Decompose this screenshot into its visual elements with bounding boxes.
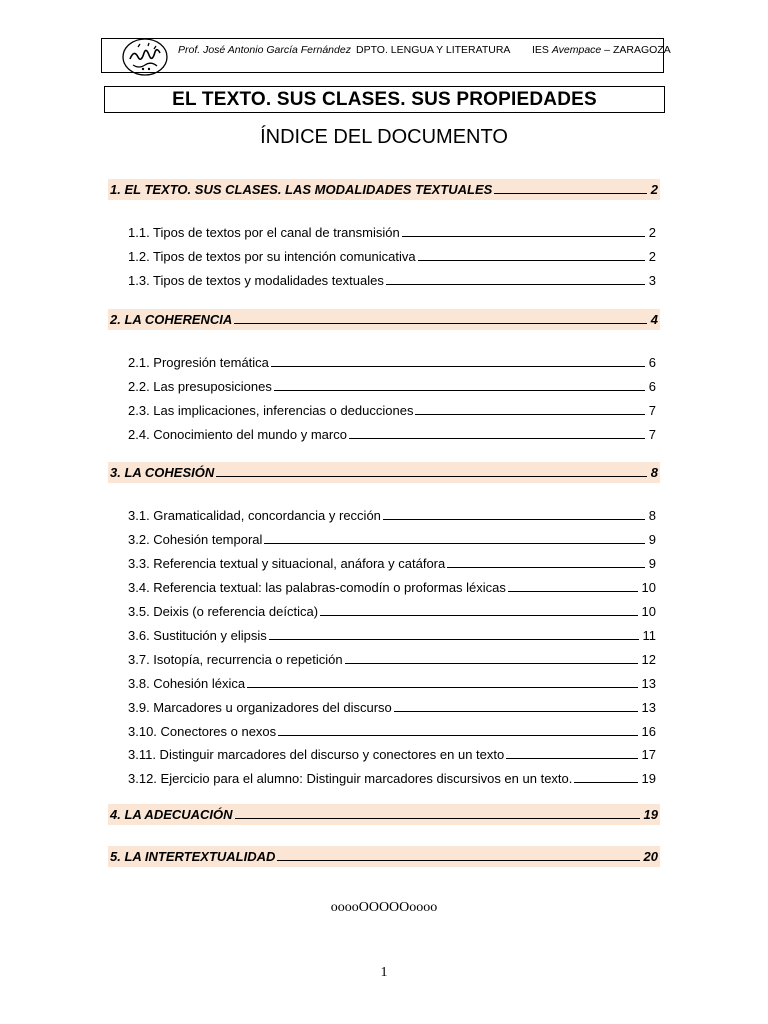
toc-entry-3-11[interactable]	[126, 740, 658, 762]
header-department: DPTO. LENGUA Y LITERATURA	[356, 44, 511, 56]
toc-entry-3-10[interactable]	[126, 717, 658, 739]
toc-leader	[508, 590, 638, 592]
toc-section-4[interactable]	[108, 804, 660, 825]
toc-label: 3.6. Sustitución y elipsis	[128, 628, 267, 643]
toc-page: 19	[643, 807, 658, 822]
toc-page: 3	[648, 273, 656, 288]
toc-leader	[506, 757, 637, 759]
toc-leader	[402, 235, 645, 237]
toc-label: 3.11. Distinguir marcadores del discurso y conectores en un texto	[128, 747, 505, 762]
toc-entry-2-4[interactable]	[126, 420, 658, 442]
toc-leader	[264, 542, 644, 544]
toc-leader	[278, 734, 637, 736]
toc-leader	[320, 614, 638, 616]
toc-entry-3-12[interactable]	[126, 764, 658, 786]
toc-page: 9	[648, 532, 656, 547]
toc-leader	[247, 686, 637, 688]
toc-leader	[386, 283, 645, 285]
toc-entry-3-8[interactable]	[126, 669, 658, 691]
toc-leader	[216, 475, 647, 477]
toc-label: 3. LA COHESIÓN	[110, 465, 215, 480]
toc-page: 13	[641, 676, 656, 691]
toc-leader	[415, 413, 644, 415]
index-title: ÍNDICE DEL DOCUMENTO	[260, 126, 508, 148]
toc-label: 3.10. Conectores o nexos	[128, 724, 277, 739]
toc-entry-3-9[interactable]	[126, 693, 658, 715]
toc-label: 2. LA COHERENCIA	[110, 312, 233, 327]
header-school-prefix: IES	[532, 44, 552, 56]
toc-section-5[interactable]	[108, 846, 660, 867]
toc-label: 2.1. Progresión temática	[128, 355, 269, 370]
toc-leader	[271, 365, 645, 367]
toc-label: 3.4. Referencia textual: las palabras-comodín o proformas léxicas	[128, 580, 506, 595]
toc-entry-2-1[interactable]	[126, 348, 658, 370]
toc-label: 3.8. Cohesión léxica	[128, 676, 246, 691]
header-school	[532, 44, 671, 56]
toc-entry-2-3[interactable]	[126, 396, 658, 418]
toc-page: 12	[641, 652, 656, 667]
toc-leader	[383, 518, 645, 520]
toc-leader	[274, 389, 645, 391]
toc-entry-3-3[interactable]	[126, 549, 658, 571]
toc-page: 7	[648, 427, 656, 442]
toc-entry-3-2[interactable]	[126, 525, 658, 547]
toc-entry-1-1[interactable]	[126, 218, 658, 240]
toc-page: 2	[648, 249, 656, 264]
toc-entry-2-2[interactable]	[126, 372, 658, 394]
toc-page: 6	[648, 355, 656, 370]
toc-entry-3-5[interactable]	[126, 597, 658, 619]
toc-leader	[277, 859, 639, 861]
toc-section-3[interactable]	[108, 462, 660, 483]
toc-label: 3.5. Deixis (o referencia deíctica)	[128, 604, 319, 619]
toc-label: 2.3. Las implicaciones, inferencias o deducciones	[128, 403, 414, 418]
toc-label: 2.4. Conocimiento del mundo y marco	[128, 427, 347, 442]
toc-label: 3.7. Isotopía, recurrencia o repetición	[128, 652, 343, 667]
toc-page: 13	[641, 700, 656, 715]
toc-label: 4. LA ADECUACIÓN	[110, 807, 233, 822]
toc-page: 20	[643, 849, 658, 864]
toc-label: 2.2. Las presuposiciones	[128, 379, 272, 394]
header-school-name: Avempace	[551, 44, 602, 56]
toc-page: 8	[648, 508, 656, 523]
toc-leader	[235, 817, 640, 819]
toc-label: 3.12. Ejercicio para el alumno: Distinguir marcadores discursivos en un texto.	[128, 771, 573, 786]
toc-section-1[interactable]	[108, 179, 660, 200]
toc-page: 6	[648, 379, 656, 394]
toc-leader	[418, 259, 645, 261]
toc-page: 8	[650, 465, 658, 480]
toc-leader	[234, 322, 646, 324]
toc-leader	[574, 781, 637, 783]
toc-leader	[349, 437, 645, 439]
toc-page: 4	[650, 312, 658, 327]
decorative-ornament: ooooOOOOOoooo	[330, 900, 438, 915]
toc-leader	[494, 192, 646, 194]
toc-page: 9	[648, 556, 656, 571]
toc-entry-3-6[interactable]	[126, 621, 658, 643]
toc-leader	[394, 710, 638, 712]
toc-leader	[447, 566, 645, 568]
toc-leader	[345, 662, 638, 664]
document-title: EL TEXTO. SUS CLASES. SUS PROPIEDADES	[104, 86, 665, 113]
toc-label: 3.1. Gramaticalidad, concordancia y rección	[128, 508, 381, 523]
toc-page: 10	[641, 580, 656, 595]
toc-entry-3-4[interactable]	[126, 573, 658, 595]
toc-page: 19	[641, 771, 656, 786]
toc-entry-3-7[interactable]	[126, 645, 658, 667]
toc-entry-3-1[interactable]	[126, 501, 658, 523]
toc-label: 3.3. Referencia textual y situacional, anáfora y catáfora	[128, 556, 446, 571]
toc-label: 3.2. Cohesión temporal	[128, 532, 263, 547]
toc-label: 1.3. Tipos de textos y modalidades textuales	[128, 273, 384, 288]
toc-label: 5. LA INTERTEXTUALIDAD	[110, 849, 276, 864]
toc-page: 2	[650, 182, 658, 197]
school-seal-calligraphy-icon	[118, 37, 172, 77]
toc-page: 11	[642, 628, 656, 643]
toc-page: 2	[648, 225, 656, 240]
toc-page: 7	[648, 403, 656, 418]
header-school-suffix: – ZARAGOZA	[601, 44, 671, 56]
toc-label: 1.2. Tipos de textos por su intención comunicativa	[128, 249, 416, 264]
toc-leader	[269, 638, 639, 640]
toc-page: 16	[641, 724, 656, 739]
toc-entry-1-3[interactable]	[126, 266, 658, 288]
toc-entry-1-2[interactable]	[126, 242, 658, 264]
toc-section-2[interactable]	[108, 309, 660, 330]
toc-page: 10	[641, 604, 656, 619]
page-number: 1	[380, 965, 388, 980]
toc-label: 1.1. Tipos de textos por el canal de transmisión	[128, 225, 400, 240]
header-author: Prof. José Antonio García Fernández	[178, 44, 351, 56]
toc-label: 1. EL TEXTO. SUS CLASES. LAS MODALIDADES TEXTUALES	[110, 182, 493, 197]
toc-page: 17	[641, 747, 656, 762]
toc-label: 3.9. Marcadores u organizadores del discurso	[128, 700, 392, 715]
